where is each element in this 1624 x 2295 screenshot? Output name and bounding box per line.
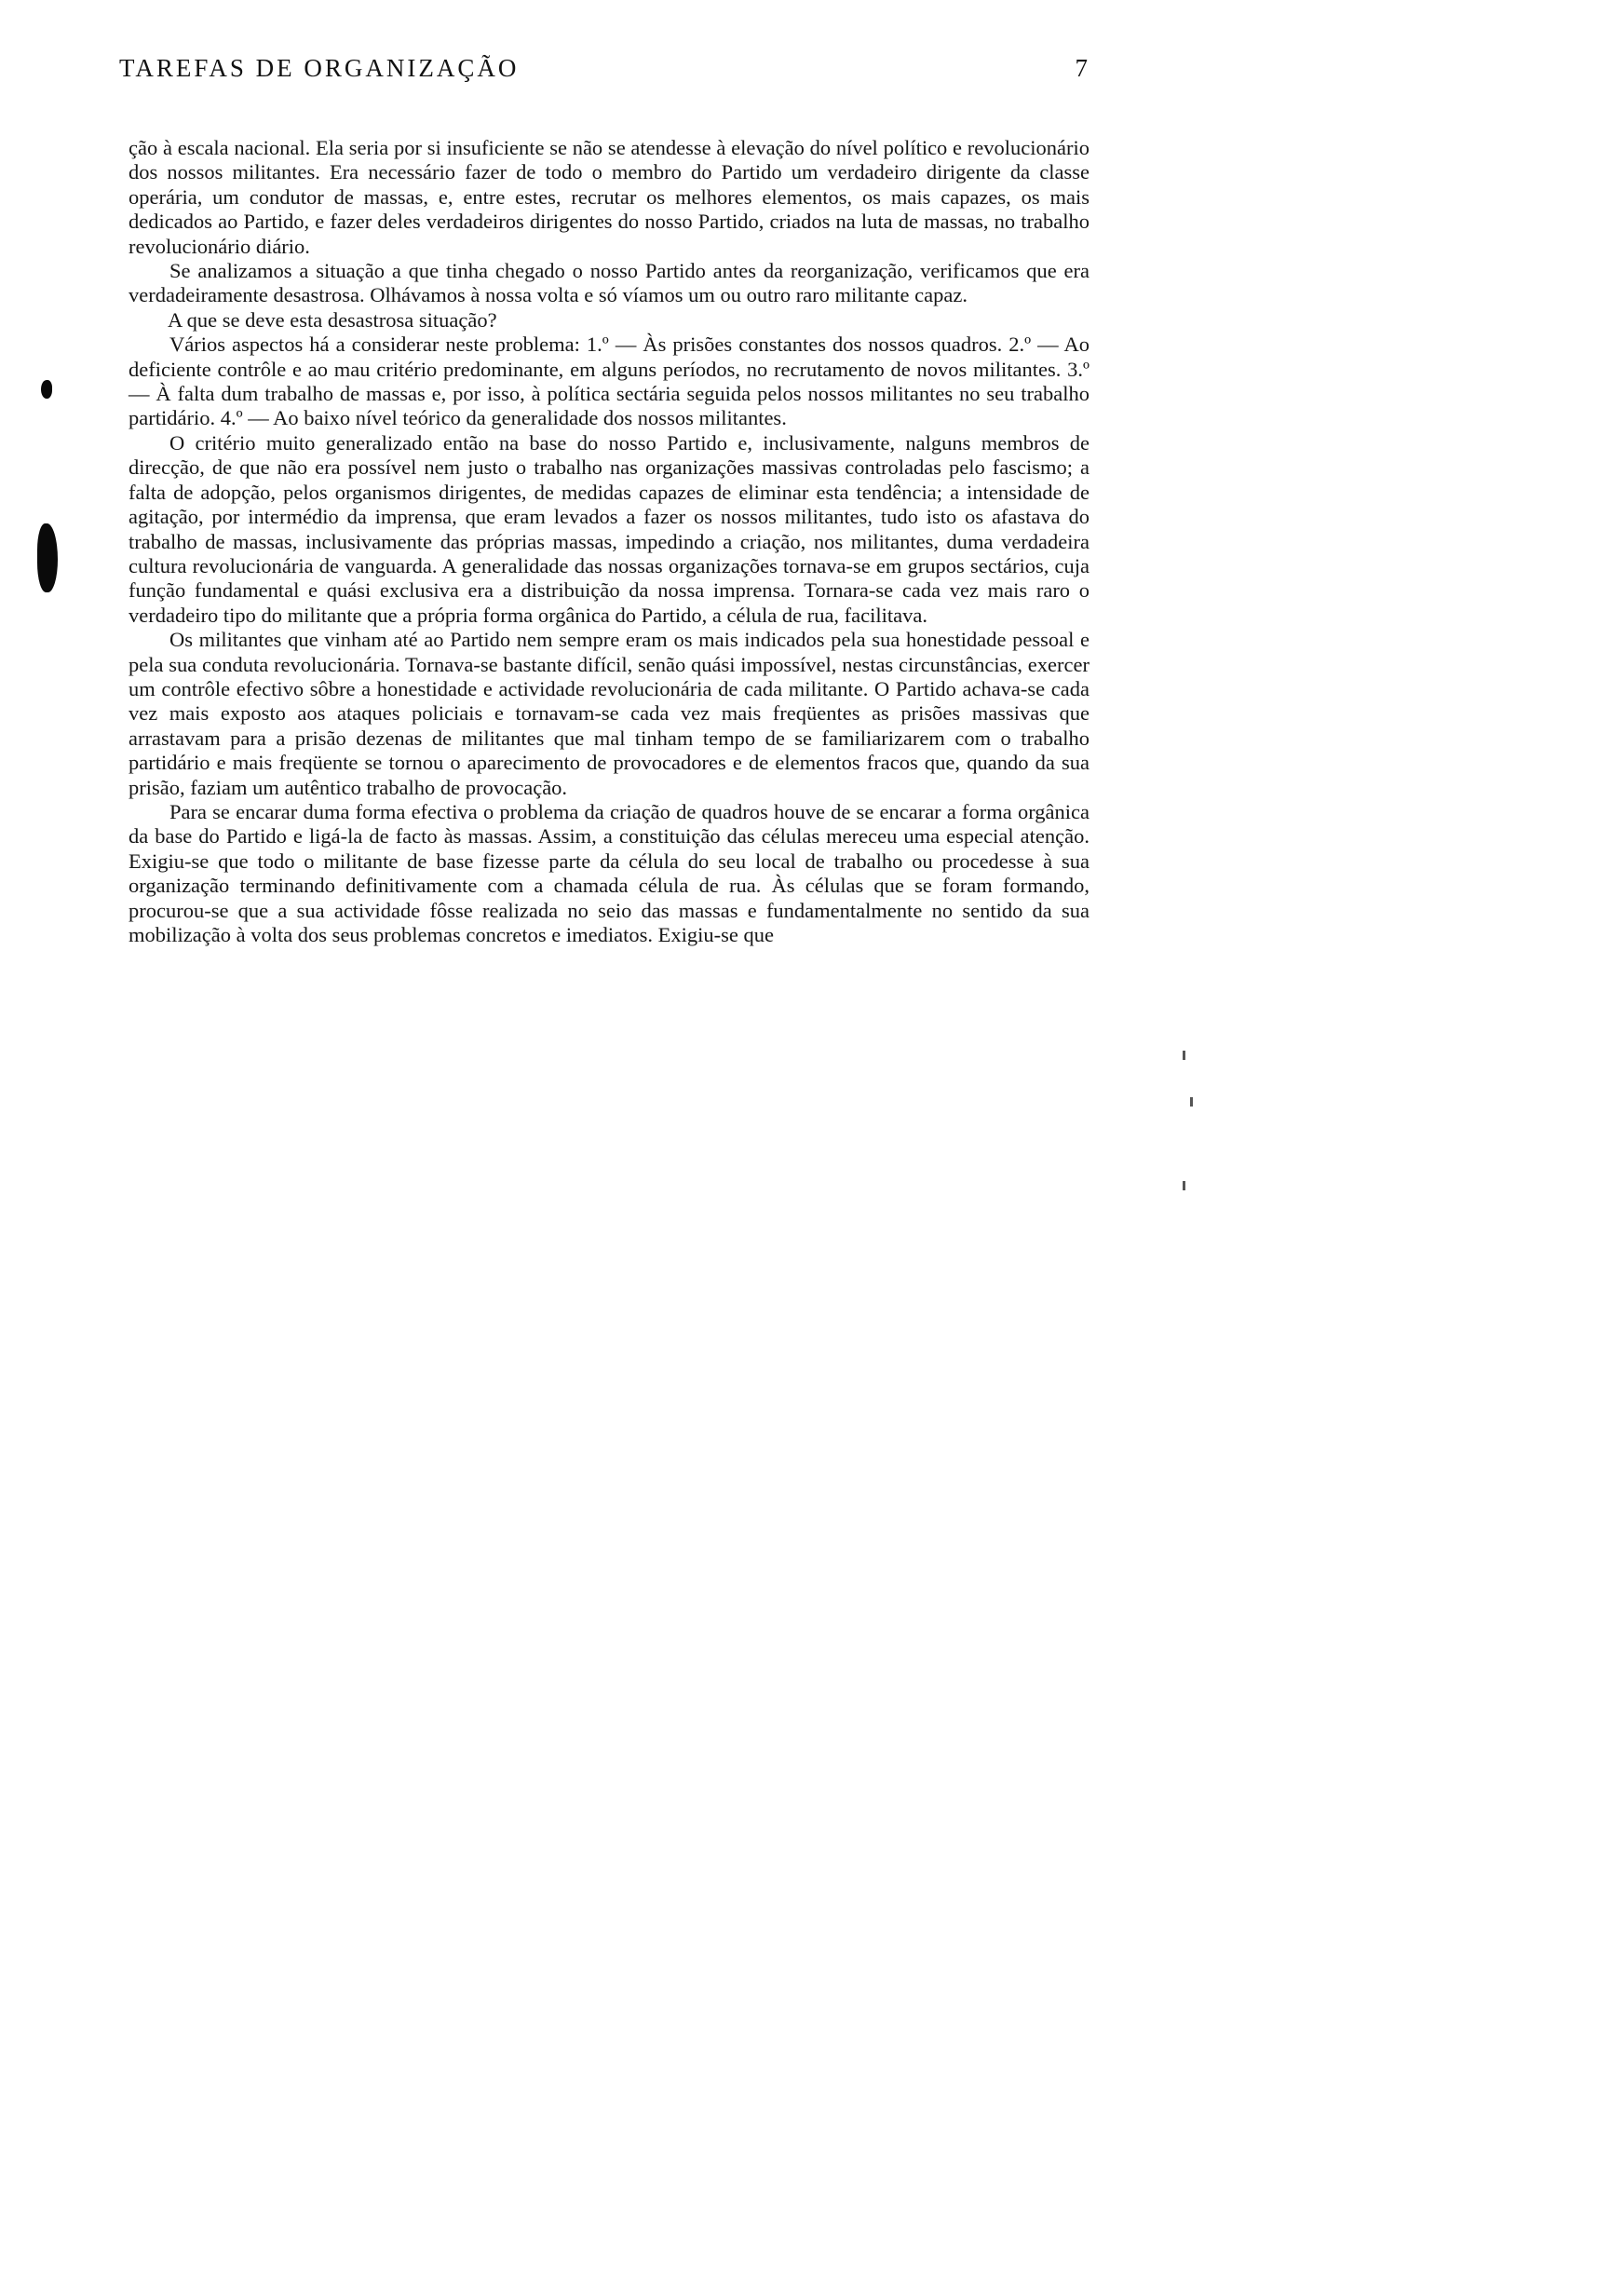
margin-speck: [1183, 1181, 1185, 1190]
running-title: TAREFAS DE ORGANIZAÇÃO: [119, 54, 520, 82]
margin-speck: [1190, 1097, 1193, 1107]
question-line: A que se deve esta desastrosa situação?: [168, 307, 497, 332]
ink-blot: [37, 523, 58, 592]
body-text: [129, 136, 1089, 947]
paragraph: Se analizamos a situação a que tinha chegado o nosso Partido antes da reorganização, verificamos que era verdadeiramente desastrosa. Olhávamos à nossa volta e só víamos um ou outro raro militante capaz.: [129, 259, 1089, 307]
paragraph: Os militantes que vinham até ao Partido nem sempre eram os mais indicados pela sua honestidade pessoal e pela sua conduta revolucionária. Tornava-se bastante difícil, senão quási impossível, nestas circunstâncias, exercer um contrôle efectivo sôbre a honestidade e actividade revolucionária de cada militante. O Partido achava-se cada vez mais exposto aos ataques policiais e tornavam-se cada vez mais freqüentes as prisões massivas que arrastavam para a prisão dezenas de militantes que mal tinham tempo de se familiarizarem com o trabalho partidário e mais freqüente se tornou o aparecimento de provocadores e de elementos fracos que, quando da sua prisão, faziam um autêntico trabalho de provocação.: [129, 628, 1089, 799]
paragraph: ção à escala nacional. Ela seria por si insuficiente se não se atendesse à elevação do nível político e revolucionário dos nossos militantes. Era necessário fazer de todo o membro do Partido um verdadeiro dirigente da classe operária, um condutor de massas, e, entre estes, recrutar os melhores elementos, os mais capazes, os mais dedicados ao Partido, e fazer deles verdadeiros dirigentes do nosso Partido, criados na luta de massas, no trabalho revolucionário diário.: [129, 136, 1089, 258]
paragraph: Vários aspectos há a considerar neste problema: 1.º — Às prisões constantes dos nossos quadros. 2.º — Ao deficiente contrôle e ao mau critério predominante, em alguns períodos, no recrutamento de novos militantes. 3.º — À falta dum trabalho de massas e, por isso, à política sectária seguida pelos nossos militantes no seu trabalho partidário. 4.º — Ao baixo nível teórico da generalidade dos nossos militantes.: [129, 333, 1089, 430]
paragraph: O critério muito generalizado então na base do nosso Partido e, inclusivamente, nalguns membros de direcção, de que não era possível nem justo o trabalho nas organizações massivas controladas pelo fascismo; a falta de adopção, pelos organismos dirigentes, de medidas capazes de eliminar esta tendência; a intensidade de agitação, por intermédio da imprensa, que eram levados a fazer os nossos militantes, tudo isto os afastava do trabalho de massas, inclusivamente das próprias massas, impedindo a criação, nos militantes, duma verdadeira cultura revolucionária de vanguarda. A generalidade das nossas organizações tornava-se em grupos sectários, cuja função fundamental e quási exclusiva era a distribuição da nossa imprensa. Tornara-se cada vez mais raro o verdadeiro tipo do militante que a própria forma orgânica do Partido, a célula de rua, facilitava.: [129, 430, 1089, 627]
margin-speck: [1183, 1051, 1185, 1060]
running-head: [119, 54, 1088, 91]
ink-blot: [41, 380, 52, 399]
page-number: 7: [1075, 54, 1088, 82]
paragraph: Para se encarar duma forma efectiva o problema da criação de quadros houve de se encarar a forma orgânica da base do Partido e ligá-la de facto às massas. Assim, a constituição das células mereceu uma especial atenção. Exigiu-se que todo o militante de base fizesse parte da célula do seu local de trabalho ou procedesse à sua organização terminando definitivamente com a chamada célula de rua. Às células que se foram formando, procurou-se que a sua actividade fôsse realizada no seio das massas e fundamentalmente no sentido da sua mobilização à volta dos seus problemas concretos e imediatos. Exigiu-se que: [129, 799, 1089, 946]
